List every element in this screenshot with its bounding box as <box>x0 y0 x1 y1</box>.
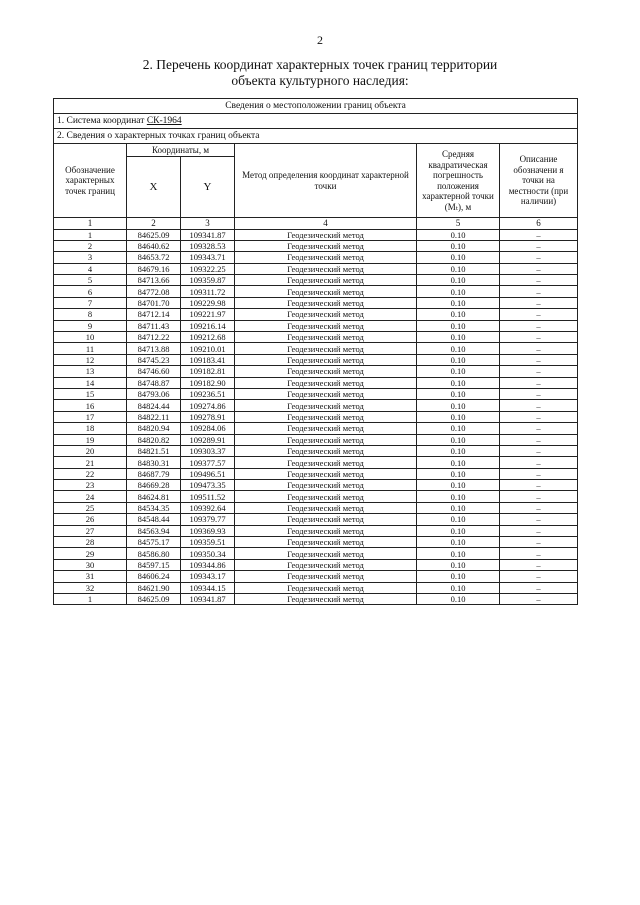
cell-error: 0.10 <box>417 514 500 525</box>
cell-description: – <box>500 252 578 263</box>
cell-error: 0.10 <box>417 468 500 479</box>
cell-point-number: 4 <box>54 263 127 274</box>
table-row <box>54 548 578 559</box>
cell-method: Геодезический метод <box>235 594 417 605</box>
cell-error: 0.10 <box>417 400 500 411</box>
cell-y: 109350.34 <box>181 548 235 559</box>
cell-point-number: 1 <box>54 594 127 605</box>
table-row <box>54 309 578 320</box>
cell-y: 109322.25 <box>181 263 235 274</box>
cell-method: Геодезический метод <box>235 423 417 434</box>
document-title-line-2: объекта культурного наследия: <box>231 73 409 88</box>
cell-error: 0.10 <box>417 480 500 491</box>
cell-point-number: 30 <box>54 559 127 570</box>
cell-error: 0.10 <box>417 286 500 297</box>
cell-method: Геодезический метод <box>235 354 417 365</box>
cell-description: – <box>500 514 578 525</box>
cell-x: 84701.70 <box>127 297 181 308</box>
header-error: Средняя квадратическая погрешность положения характерной точки (Mₜ), м <box>417 144 500 218</box>
cell-y: 109182.81 <box>181 366 235 377</box>
header-method: Метод определения координат характерной точки <box>235 144 417 218</box>
cell-error: 0.10 <box>417 559 500 570</box>
header-y: Y <box>181 157 235 218</box>
table-row <box>54 502 578 513</box>
cell-point-number: 6 <box>54 286 127 297</box>
cell-x: 84821.51 <box>127 445 181 456</box>
cell-x: 84597.15 <box>127 559 181 570</box>
cell-point-number: 9 <box>54 320 127 331</box>
cell-point-number: 20 <box>54 445 127 456</box>
table-row <box>54 411 578 422</box>
cell-x: 84563.94 <box>127 525 181 536</box>
cell-error: 0.10 <box>417 354 500 365</box>
cell-method: Геодезический метод <box>235 240 417 251</box>
cell-method: Геодезический метод <box>235 377 417 388</box>
cell-y: 109341.87 <box>181 229 235 240</box>
table-row <box>54 571 578 582</box>
coordinate-system-row <box>54 114 578 129</box>
column-number: 4 <box>235 218 417 230</box>
cell-x: 84621.90 <box>127 582 181 593</box>
table-row <box>54 491 578 502</box>
cell-error: 0.10 <box>417 537 500 548</box>
cell-method: Геодезический метод <box>235 411 417 422</box>
cell-error: 0.10 <box>417 320 500 331</box>
cell-method: Геодезический метод <box>235 343 417 354</box>
table-row <box>54 594 578 605</box>
table-row <box>54 480 578 491</box>
cell-description: – <box>500 377 578 388</box>
cell-x: 84575.17 <box>127 537 181 548</box>
column-number-row <box>54 218 578 230</box>
table-row <box>54 537 578 548</box>
cell-error: 0.10 <box>417 275 500 286</box>
cell-description: – <box>500 332 578 343</box>
cell-method: Геодезический метод <box>235 457 417 468</box>
cell-method: Геодезический метод <box>235 252 417 263</box>
cell-description: – <box>500 502 578 513</box>
header-description: Описание обозначени я точки на местности (при наличии) <box>500 144 578 218</box>
cell-description: – <box>500 366 578 377</box>
table-row <box>54 332 578 343</box>
cell-method: Геодезический метод <box>235 286 417 297</box>
cell-description: – <box>500 229 578 240</box>
cell-point-number: 11 <box>54 343 127 354</box>
cell-y: 109341.87 <box>181 594 235 605</box>
table-row <box>54 525 578 536</box>
cell-y: 109289.91 <box>181 434 235 445</box>
document-title <box>100 57 540 89</box>
cell-description: – <box>500 411 578 422</box>
cell-y: 109343.71 <box>181 252 235 263</box>
cell-point-number: 10 <box>54 332 127 343</box>
cell-y: 109284.06 <box>181 423 235 434</box>
cell-y: 109344.86 <box>181 559 235 570</box>
cell-description: – <box>500 388 578 399</box>
cell-method: Геодезический метод <box>235 263 417 274</box>
table-row <box>54 468 578 479</box>
cell-x: 84679.16 <box>127 263 181 274</box>
cell-method: Геодезический метод <box>235 514 417 525</box>
cell-point-number: 31 <box>54 571 127 582</box>
cell-y: 109303.37 <box>181 445 235 456</box>
cell-y: 109210.01 <box>181 343 235 354</box>
cell-x: 84746.60 <box>127 366 181 377</box>
cell-y: 109182.90 <box>181 377 235 388</box>
cell-description: – <box>500 240 578 251</box>
cell-y: 109212.68 <box>181 332 235 343</box>
cell-method: Геодезический метод <box>235 388 417 399</box>
cell-error: 0.10 <box>417 445 500 456</box>
cell-point-number: 5 <box>54 275 127 286</box>
cell-point-number: 16 <box>54 400 127 411</box>
table-row <box>54 229 578 240</box>
table-row <box>54 400 578 411</box>
cell-y: 109311.72 <box>181 286 235 297</box>
table-row <box>54 559 578 570</box>
cell-y: 109379.77 <box>181 514 235 525</box>
cell-error: 0.10 <box>417 332 500 343</box>
cell-description: – <box>500 537 578 548</box>
cell-description: – <box>500 343 578 354</box>
cell-y: 109278.91 <box>181 411 235 422</box>
cell-method: Геодезический метод <box>235 491 417 502</box>
cell-error: 0.10 <box>417 594 500 605</box>
cell-x: 84772.08 <box>127 286 181 297</box>
cell-y: 109359.51 <box>181 537 235 548</box>
table-row <box>54 457 578 468</box>
coordinate-system-label: 1. Система координат <box>57 115 147 126</box>
cell-description: – <box>500 320 578 331</box>
cell-point-number: 21 <box>54 457 127 468</box>
cell-method: Геодезический метод <box>235 297 417 308</box>
cell-x: 84640.62 <box>127 240 181 251</box>
cell-error: 0.10 <box>417 525 500 536</box>
cell-method: Геодезический метод <box>235 480 417 491</box>
column-number: 6 <box>500 218 578 230</box>
cell-error: 0.10 <box>417 343 500 354</box>
cell-error: 0.10 <box>417 548 500 559</box>
cell-y: 109511.52 <box>181 491 235 502</box>
cell-x: 84548.44 <box>127 514 181 525</box>
cell-x: 84713.88 <box>127 343 181 354</box>
cell-error: 0.10 <box>417 366 500 377</box>
cell-x: 84748.87 <box>127 377 181 388</box>
cell-method: Геодезический метод <box>235 332 417 343</box>
cell-description: – <box>500 548 578 559</box>
table-row <box>54 354 578 365</box>
cell-method: Геодезический метод <box>235 309 417 320</box>
cell-y: 109274.86 <box>181 400 235 411</box>
table-row <box>54 423 578 434</box>
cell-x: 84745.23 <box>127 354 181 365</box>
cell-error: 0.10 <box>417 491 500 502</box>
cell-y: 109344.15 <box>181 582 235 593</box>
cell-y: 109377.57 <box>181 457 235 468</box>
cell-error: 0.10 <box>417 240 500 251</box>
cell-point-number: 1 <box>54 229 127 240</box>
cell-x: 84820.82 <box>127 434 181 445</box>
cell-x: 84793.06 <box>127 388 181 399</box>
cell-error: 0.10 <box>417 388 500 399</box>
table-row <box>54 514 578 525</box>
column-number: 2 <box>127 218 181 230</box>
cell-x: 84713.66 <box>127 275 181 286</box>
column-number: 3 <box>181 218 235 230</box>
cell-method: Геодезический метод <box>235 434 417 445</box>
cell-x: 84653.72 <box>127 252 181 263</box>
cell-description: – <box>500 297 578 308</box>
cell-point-number: 8 <box>54 309 127 320</box>
cell-y: 109328.53 <box>181 240 235 251</box>
column-number: 1 <box>54 218 127 230</box>
cell-error: 0.10 <box>417 502 500 513</box>
cell-x: 84711.43 <box>127 320 181 331</box>
header-x: X <box>127 157 181 218</box>
cell-error: 0.10 <box>417 411 500 422</box>
cell-x: 84822.11 <box>127 411 181 422</box>
cell-error: 0.10 <box>417 309 500 320</box>
cell-method: Геодезический метод <box>235 548 417 559</box>
cell-point-number: 22 <box>54 468 127 479</box>
table-row <box>54 240 578 251</box>
cell-y: 109369.93 <box>181 525 235 536</box>
cell-description: – <box>500 491 578 502</box>
cell-point-number: 23 <box>54 480 127 491</box>
cell-point-number: 24 <box>54 491 127 502</box>
cell-method: Геодезический метод <box>235 559 417 570</box>
cell-description: – <box>500 309 578 320</box>
cell-x: 84669.28 <box>127 480 181 491</box>
table-row <box>54 320 578 331</box>
table-row <box>54 388 578 399</box>
cell-point-number: 7 <box>54 297 127 308</box>
cell-point-number: 25 <box>54 502 127 513</box>
cell-method: Геодезический метод <box>235 468 417 479</box>
header-coordinates: Координаты, м <box>127 144 235 157</box>
cell-description: – <box>500 445 578 456</box>
table-row <box>54 445 578 456</box>
cell-error: 0.10 <box>417 582 500 593</box>
cell-x: 84625.09 <box>127 229 181 240</box>
cell-y: 109229.98 <box>181 297 235 308</box>
cell-description: – <box>500 468 578 479</box>
table-row <box>54 377 578 388</box>
cell-description: – <box>500 434 578 445</box>
table-row <box>54 343 578 354</box>
table-row <box>54 275 578 286</box>
cell-description: – <box>500 275 578 286</box>
cell-error: 0.10 <box>417 377 500 388</box>
cell-description: – <box>500 354 578 365</box>
cell-point-number: 27 <box>54 525 127 536</box>
cell-error: 0.10 <box>417 457 500 468</box>
cell-y: 109221.97 <box>181 309 235 320</box>
cell-description: – <box>500 286 578 297</box>
cell-point-number: 3 <box>54 252 127 263</box>
cell-description: – <box>500 571 578 582</box>
cell-method: Геодезический метод <box>235 525 417 536</box>
cell-point-number: 14 <box>54 377 127 388</box>
cell-description: – <box>500 559 578 570</box>
cell-x: 84624.81 <box>127 491 181 502</box>
cell-description: – <box>500 582 578 593</box>
cell-y: 109236.51 <box>181 388 235 399</box>
cell-point-number: 18 <box>54 423 127 434</box>
cell-x: 84824.44 <box>127 400 181 411</box>
cell-method: Геодезический метод <box>235 571 417 582</box>
cell-method: Геодезический метод <box>235 400 417 411</box>
cell-y: 109392.64 <box>181 502 235 513</box>
cell-x: 84712.14 <box>127 309 181 320</box>
table-row <box>54 252 578 263</box>
cell-description: – <box>500 400 578 411</box>
cell-point-number: 12 <box>54 354 127 365</box>
cell-error: 0.10 <box>417 229 500 240</box>
cell-point-number: 15 <box>54 388 127 399</box>
cell-x: 84830.31 <box>127 457 181 468</box>
cell-point-number: 17 <box>54 411 127 422</box>
cell-point-number: 32 <box>54 582 127 593</box>
cell-point-number: 26 <box>54 514 127 525</box>
cell-method: Геодезический метод <box>235 445 417 456</box>
cell-point-number: 13 <box>54 366 127 377</box>
cell-error: 0.10 <box>417 263 500 274</box>
cell-method: Геодезический метод <box>235 502 417 513</box>
cell-error: 0.10 <box>417 571 500 582</box>
coordinates-table <box>53 98 578 605</box>
column-number: 5 <box>417 218 500 230</box>
cell-y: 109359.87 <box>181 275 235 286</box>
cell-method: Геодезический метод <box>235 582 417 593</box>
cell-description: – <box>500 457 578 468</box>
cell-point-number: 29 <box>54 548 127 559</box>
section-header: Сведения о местоположении границ объекта <box>54 99 578 114</box>
table-row <box>54 434 578 445</box>
table-row <box>54 263 578 274</box>
table-row <box>54 286 578 297</box>
cell-point-number: 19 <box>54 434 127 445</box>
cell-description: – <box>500 263 578 274</box>
cell-x: 84534.35 <box>127 502 181 513</box>
document-title-line-1: 2. Перечень координат характерных точек границ территории <box>142 57 498 72</box>
cell-method: Геодезический метод <box>235 229 417 240</box>
cell-y: 109473.35 <box>181 480 235 491</box>
cell-description: – <box>500 423 578 434</box>
cell-x: 84606.24 <box>127 571 181 582</box>
cell-error: 0.10 <box>417 297 500 308</box>
cell-x: 84712.22 <box>127 332 181 343</box>
cell-y: 109183.41 <box>181 354 235 365</box>
cell-method: Геодезический метод <box>235 537 417 548</box>
table-row <box>54 297 578 308</box>
table-row <box>54 582 578 593</box>
cell-x: 84820.94 <box>127 423 181 434</box>
cell-x: 84687.79 <box>127 468 181 479</box>
cell-method: Геодезический метод <box>235 275 417 286</box>
cell-error: 0.10 <box>417 423 500 434</box>
page-number: 2 <box>317 33 323 47</box>
cell-description: – <box>500 480 578 491</box>
cell-x: 84586.80 <box>127 548 181 559</box>
cell-y: 109496.51 <box>181 468 235 479</box>
cell-x: 84625.09 <box>127 594 181 605</box>
cell-y: 109343.17 <box>181 571 235 582</box>
cell-method: Геодезический метод <box>235 320 417 331</box>
cell-error: 0.10 <box>417 252 500 263</box>
header-point-designation: Обозначение характерных точек границ <box>54 144 127 218</box>
cell-point-number: 28 <box>54 537 127 548</box>
cell-y: 109216.14 <box>181 320 235 331</box>
cell-method: Геодезический метод <box>235 366 417 377</box>
cell-point-number: 2 <box>54 240 127 251</box>
table-row <box>54 366 578 377</box>
coordinate-system-value: СК-1964 <box>146 115 182 126</box>
cell-error: 0.10 <box>417 434 500 445</box>
cell-description: – <box>500 594 578 605</box>
cell-description: – <box>500 525 578 536</box>
points-section-header: 2. Сведения о характерных точках границ объекта <box>54 129 578 144</box>
